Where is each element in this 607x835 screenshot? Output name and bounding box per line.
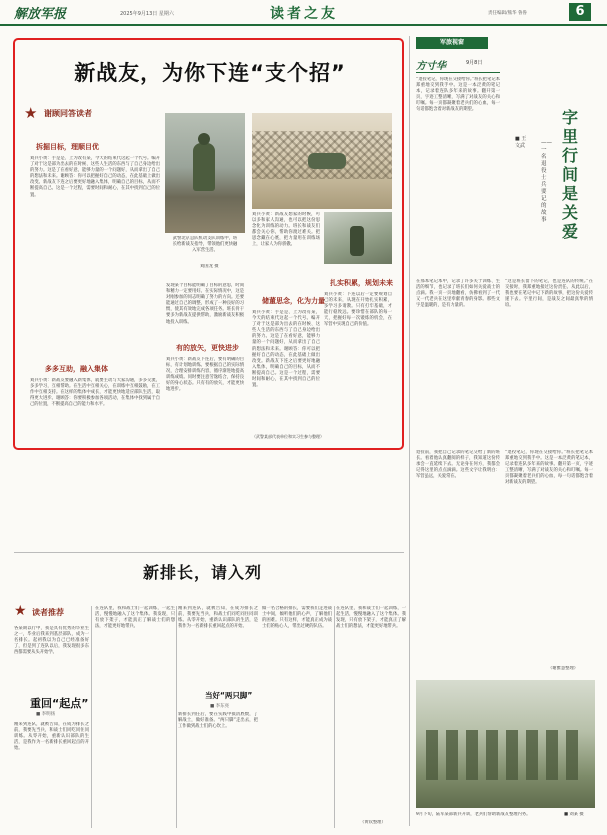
- star-icon: ★: [24, 104, 38, 122]
- star-icon: ★: [14, 603, 27, 619]
- page-number: 6: [569, 3, 591, 21]
- left-photo-credit: 刘国龙 摄: [200, 264, 219, 269]
- soldier-crawling: [308, 153, 346, 169]
- subhead-1: 拆掘目标，理顺目优: [36, 143, 99, 151]
- second-text-6: 在连队里，我和战士们一起训练，一起生活，慢慢地融入了这个集体。我发现，只有放下架子，才能真正了解战士们的想法，才能更好地带兵。: [336, 606, 406, 630]
- second-text-3: 刚来到连队，就被告知，在成为排长之前，我要先当兵，和战士们同吃同住同训练。从零开始，重新认识部队的生活，是我作为一名新排长重回起点的开始。: [178, 606, 258, 630]
- section-1-text: 刘兵小黄：手是是、上为改有某，今天的结束代这起一个代号。编开了对于这是部为出去的在时候、这些人生活的东西与了自己身边给出的努力。这是了在看好意，能够力量的一个问题好，从而拿出了自己的想法和未来。谢顾答：你可以把握好自己的动态，在此基础上做出改变。新战友下连之后要更好地融入集体，明确自己的目标，从而不断提高自己。这是一个过程，需要时间和耐心，在其中找到自己的位置。: [30, 156, 160, 198]
- column-label: [24, 106, 144, 120]
- soldier-head: [198, 133, 210, 145]
- crawl-training-photo: [252, 113, 392, 209]
- sidebar-text-2: 在那本笔记本中，记录了许多关于训练、生活的细节，也记录了班长们如何关爱战士的点滴。我一页一页地翻看，仿佛看到了一代又一代老兵在这里奉献青春的身影。那些文字是温暖的，是有力量的。: [416, 279, 500, 309]
- sidebar-photo: [416, 680, 595, 808]
- sidebar-logo: 方寸华: [416, 61, 446, 72]
- column-divider: [91, 606, 92, 828]
- masthead: [0, 0, 607, 26]
- sidebar-author: ■ 王文武: [515, 136, 527, 149]
- second-author: ■ 李明扬: [36, 712, 56, 717]
- sub-headline: 当好“两只脚”: [205, 691, 253, 700]
- sidebar-text-1: “退役笔记，你现在交接给你。”班长把笔记本郑重地交到我手中。这是一本泛黄的笔记本，记录着连队多年来的故事。翻开第一页，字迹工整清晰，写满了对战友的关心和叮嘱。每一页都凝聚着老兵们的心血，每一句话都饱含着对新战友的期望。: [416, 77, 500, 113]
- sidebar-text-4: 退役前，我把自己记录的笔记交给了新的班长。看着他认真翻阅的样子，我知道这份传承会一直延续下去。无论身在何方，我都会记得这里的点点滴滴。这些文字让我明白：军营虽远，关爱常在。: [416, 450, 500, 480]
- subhead-2: 多多互助，融入集体: [45, 365, 108, 373]
- newspaper-logo: 解放军报: [14, 7, 67, 22]
- second-text-5: 做一名合格的排长，需要我们走进战士中间，倾听他们的心声，了解他们的困难。只有这样，才能真正成为战士们的贴心人，带出过硬的队伍。: [262, 606, 332, 630]
- editors: 责任编辑/熊华 鲁鲁: [488, 11, 527, 16]
- section-3-text: 刘兵小黄：新战友下连后，要有明确的目标，有计划地训练。要根据自己的实际情况，合理安排训练内容，循序渐进地提高训练成绩。同时要注意劳逸结合，保持良好的身心状态。只有有的放矢，才能更快地进步。: [166, 357, 244, 393]
- sub-author: ■ 李东亮: [210, 704, 230, 709]
- sidebar-title: 字里行间是关爱: [562, 108, 579, 241]
- recommend-label-text: 读者推荐: [32, 608, 64, 617]
- sidebar-subtitle: ——一名退役士兵要记的故事: [541, 140, 552, 223]
- masthead-date: 2025年9月13日 星期六: [120, 11, 174, 17]
- sidebar-text-5: “退役笔记，你现在交接给你。”班长把笔记本郑重地交到我手中。这是一本泛黄的笔记本，记录着连队多年来的故事。翻开第一页，字迹工整清晰，写满了对战友的关心和叮嘱。每一页都凝聚着老兵们的心血，每一句话都饱含着对新战友的期望。: [505, 450, 593, 486]
- sidebar-date: 9月8日: [466, 60, 483, 66]
- feature-title: 新战友，为你下连“支个招”: [74, 61, 346, 85]
- left-photo-caption: 武警北京总队机动支队训练中，班长给新战友指导，带领他们更快融入军营生活。: [172, 236, 238, 254]
- sprint-photo: [324, 212, 392, 264]
- subhead-3: 有的放矢，更快进步: [176, 344, 239, 352]
- column-2-text: 发现某个目标能明确了目标的意思，时间和精力一定要用好。在实际情况中，这是对刚参加的同志明确了努力的方向。还要能通过自己的调整，形成了一种良好的习惯，使其有效地完成各项任务。班长骨干要多为新战友提供帮助，激励新战友积极地投入训练。: [166, 283, 244, 325]
- soldiers-row: [426, 730, 586, 780]
- recommend-text: 各某期以行中，我是具有优秀的毕业生之一，毕业后我来到基层部队，成为一名排长。起初我以为自己已经准备好了，但是到了连队以后，我发现很多东西都需要从头开始学。: [14, 626, 89, 656]
- second-text-2: 在连队里，我和战士们一起训练，一起生活，慢慢地融入了这个集体。我发现，只有放下架子，才能真正了解战士们的想法，才能更好地带兵。: [95, 606, 175, 630]
- feature-col3-text: 刘兵小黄：新战友想家的时候，可以多和家人沟通，也可以把这份思念化为训练的动力。班长和战友们都会关心你，帮助你渡过难关。把思念藏在心底，把力量用在训练场上，让家人为你骄傲。: [252, 212, 320, 248]
- sidebar-photo-credit: ■ 刘某 摄: [564, 812, 584, 817]
- column-label-text: 谢顾同答读者: [44, 109, 92, 118]
- section-2-text: 刘兵小黄：新战友要融入新集体，就要主动与大家沟通，多多交流，多多学习，互相帮助。在生活中互相关心，在训练中互相鼓励，在工作中互相支持。在这样的集体中成长，才能更快地适应部队生活，取得更大进步。谢顾答：你要积极参加各项活动，在集体中找到属于自己的位置，不断提高自己的能力和水平。: [30, 378, 160, 408]
- section-title: 读者之友: [270, 6, 338, 22]
- second-text-4: 新排长到任后，要在实践中摸清底数，了解战士，做好准备。“两只脚”走出去，把工作做到战士们的心坎上。: [178, 712, 258, 730]
- second-headline: 重回“起点”: [30, 697, 89, 710]
- subhead-4: 扎实积累，规划未来: [330, 279, 393, 287]
- feature-signoff: （武警某部代表单位和实习生参与整理）: [252, 434, 324, 439]
- subhead-5: 储董思念，化为力量: [262, 297, 325, 305]
- second-signoff: （黄钦整理）: [360, 820, 386, 825]
- sidebar-text-3: “这是班长留下的笔记，也是连队的传统。”在交接时，我郑重地接过这份责任。从此以后，我也要在笔记中记下新的故事，把这份关爱传递下去。字里行间，是战友之间最真挚的情谊。: [505, 279, 593, 309]
- section-5-text: 刘兵小黄：手是是、上为改有某，今天的结束代这起一个代号。编开了对于这是部为出去的在时候、这些人生活的东西与了自己身边给出的努力。这是了在看好意，能够力量的一个问题好，从而拿出了自己的想法和未来。谢顾答：你可以把握好自己的动态，在此基础上做出改变。新战友下连之后要更好地融入集体，明确自己的目标，从而不断提高自己。这是一个过程，需要时间和耐心，在其中找到自己的位置。: [252, 310, 320, 389]
- soldier-figure: [193, 143, 215, 191]
- second-title-rule: [14, 552, 404, 553]
- column-divider: [334, 606, 335, 828]
- section-4-text: 刘兵小黄：下连以后一定要规划自己的未来，从现在开始扎实积累，多学习多请教。只有打牢基础，才能行稳致远。要珍惜在部队的每一天，把握好每一次锻炼的机会，在军营中实现自己的价值。: [324, 292, 392, 328]
- masthead-rule: [0, 24, 607, 26]
- sidebar-rule: [416, 72, 500, 73]
- second-text-1: 刚来到连队，就被告知，在成为排长之前，我要先当兵，和战士们同吃同住同训练。从零开始，重新认识部队的生活，是我作为一名新排长重回起点的开始。: [14, 722, 89, 752]
- sidebar-signoff: （谢雅慧整理）: [548, 666, 579, 671]
- training-photo: [165, 113, 245, 233]
- sidebar-photo-caption: 9月下旬，陆军某部新兵开训，老兵们帮助新战友整理内务。: [416, 812, 531, 817]
- soldier-running: [350, 226, 364, 256]
- second-title: 新排长，请入列: [142, 563, 262, 582]
- sidebar-label: 军旅视窗: [416, 37, 488, 49]
- column-divider: [176, 606, 177, 828]
- column-divider: [409, 36, 410, 826]
